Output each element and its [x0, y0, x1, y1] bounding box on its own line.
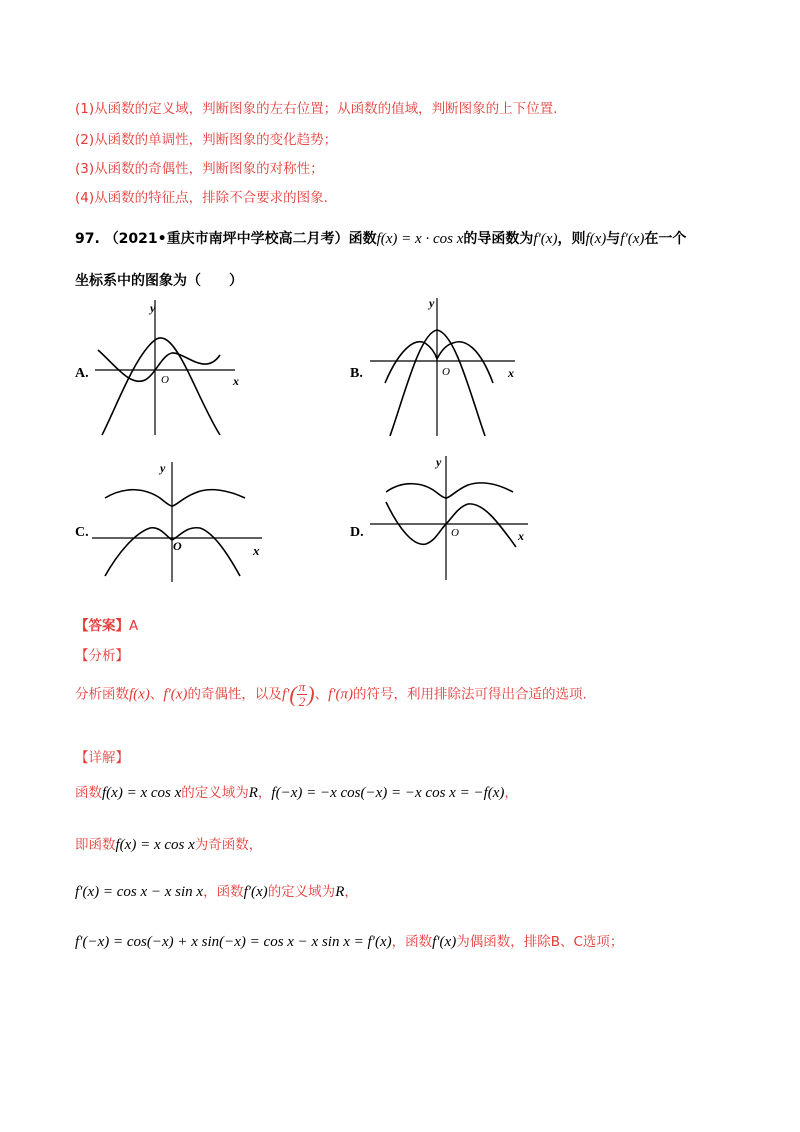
- option-d-y-label: y: [436, 455, 442, 469]
- option-c-curve-f: [105, 490, 245, 506]
- analysis-t1: 分析函数: [75, 686, 129, 703]
- option-c-label: C.: [75, 525, 89, 540]
- question-source: （2021•重庆市南坪中学校高二月考）函数: [104, 231, 377, 247]
- option-b-y-label: y: [429, 296, 435, 310]
- detail-l2-a: 即函数: [75, 837, 116, 853]
- option-d-curve-f: [386, 483, 513, 498]
- question-text3: ，则: [557, 231, 586, 247]
- option-c-origin: O: [173, 539, 182, 553]
- intro-step-4: (4)从函数的特征点，排除不合要求的图象.: [75, 190, 328, 206]
- question-text4: 与: [606, 231, 621, 247]
- option-a-y-label: y: [150, 301, 156, 315]
- analysis-t3: 的符号，利用排除法可得出合适的选项.: [353, 686, 587, 703]
- option-d-x-label: x: [518, 529, 524, 543]
- detail-l4-eq: f′(−x) = cos(−x) + x sin(−x) = cos x − x sin x = f′(x): [75, 934, 392, 950]
- analysis-pi-frac: [297, 680, 308, 709]
- analysis-t2: 的奇偶性，以及: [187, 686, 282, 703]
- option-c-y-label: y: [160, 461, 166, 475]
- option-b-x-label: x: [508, 366, 514, 380]
- detail-l4-fp: f′(x): [432, 934, 457, 950]
- detail-l3-b: 的定义域为: [267, 884, 336, 900]
- detail-l3-a: ，函数: [203, 884, 244, 900]
- detail-line-1: [75, 781, 518, 802]
- detail-line-2: [75, 833, 262, 854]
- detail-l1-a: 函数: [75, 785, 102, 801]
- detail-line-4: [75, 930, 623, 951]
- question-text2: 的导函数为: [463, 231, 534, 247]
- detail-l1-d: ，: [504, 785, 518, 801]
- detail-l3-eq: f′(x) = cos x − x sin x: [75, 884, 204, 900]
- analysis-body: 分析函数f(x)、f′(x)的奇偶性，以及f′( $\frac{\pi}{2}$ )、f′(π)的符号，利用排除法可得出合适的选项.: [75, 679, 587, 709]
- analysis-fpp: f′: [281, 686, 290, 703]
- option-a-curve-f: [98, 350, 220, 381]
- question-line-2: 坐标系中的图象为（ ）: [75, 273, 243, 289]
- answer-tag: 【答案】: [75, 618, 129, 634]
- question-f: f(x): [585, 231, 607, 247]
- answer-line: [75, 614, 138, 634]
- detail-l1-R: R: [248, 785, 258, 801]
- analysis-tag: 【分析】: [75, 648, 129, 664]
- analysis-sep2: 、: [314, 686, 329, 703]
- answer-value: A: [129, 618, 139, 634]
- question-number: 97.: [75, 231, 100, 247]
- option-c-graph: [90, 458, 270, 583]
- detail-l4-b: 为偶函数，排除B、C选项；: [456, 934, 624, 950]
- detail-l1-f: f(x) = x cos x: [102, 785, 182, 801]
- detail-line-3: [75, 880, 358, 901]
- detail-l2-f: f(x) = x cos x: [115, 837, 195, 853]
- detail-tag: 【详解】: [75, 750, 129, 766]
- option-c-x-label: x: [253, 543, 260, 558]
- option-b-curve-f: [385, 342, 493, 383]
- question-line-1: [75, 228, 686, 248]
- option-a-x-label: x: [233, 374, 239, 388]
- option-b-origin: O: [442, 366, 450, 378]
- option-d-label: D.: [350, 525, 364, 540]
- option-a-origin: O: [161, 374, 169, 386]
- detail-l1-b: 的定义域为: [181, 785, 249, 801]
- option-a-graph: [90, 295, 250, 440]
- question-func: f(x) = x · cos x: [376, 231, 464, 247]
- option-b-graph: [365, 293, 525, 438]
- analysis-sep: 、: [149, 686, 164, 703]
- analysis-fp: f′(x): [163, 686, 188, 703]
- detail-l4-a: ，函数: [391, 934, 433, 950]
- detail-l1-c: ，: [257, 785, 272, 801]
- detail-l1-eq: f(−x) = −x cos(−x) = −x cos x = −f(x): [271, 785, 505, 801]
- detail-l3-c: ，: [344, 884, 358, 900]
- intro-step-1: (1)从函数的定义域，判断图象的左右位置；从函数的值域，判断图象的上下位置.: [75, 101, 558, 117]
- option-b-label: B.: [350, 366, 363, 381]
- detail-l3-fp: f′(x): [243, 884, 268, 900]
- detail-l3-R: R: [335, 884, 345, 900]
- analysis-pi-num: π: [298, 679, 306, 694]
- option-d-origin: O: [451, 527, 459, 539]
- question-fp: f′(x): [620, 231, 645, 247]
- analysis-fppi: f′(π): [328, 686, 354, 703]
- option-a-label: A.: [75, 366, 89, 381]
- option-a-curve-fprime: [102, 338, 220, 435]
- option-d-graph: [368, 452, 533, 582]
- detail-l2-b: 为奇函数，: [194, 837, 263, 853]
- intro-step-2: (2)从函数的单调性，判断图象的变化趋势；: [75, 132, 338, 148]
- analysis-pi-den: 2: [298, 694, 306, 709]
- question-text5: 在一个: [644, 231, 687, 247]
- analysis-f: f(x): [129, 686, 150, 703]
- intro-step-3: (3)从函数的奇偶性，判断图象的对称性；: [75, 161, 324, 177]
- question-deriv: f′(x): [533, 231, 558, 247]
